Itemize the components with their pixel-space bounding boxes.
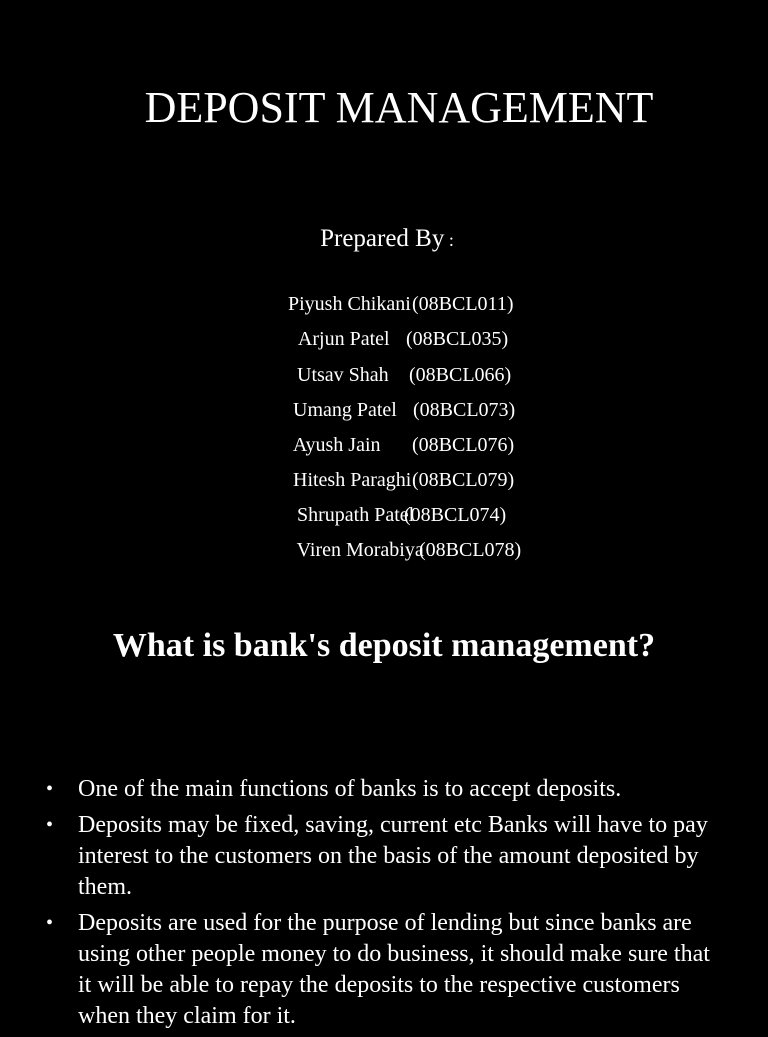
bullet-text: Deposits may be fixed, saving, current etc Banks will have to pay interest to the customers on the basis of the amount deposited by them.: [78, 812, 708, 900]
member-name: Utsav Shah: [297, 364, 389, 386]
prepared-by-label: [0, 224, 768, 255]
member-id: (08BCL066): [409, 364, 512, 386]
member-id: (08BCL076): [412, 434, 515, 456]
bullet-list: [46, 774, 726, 1037]
slide-heading: What is bank's deposit management?: [112, 627, 656, 664]
bullet-item: [46, 810, 726, 903]
member-name: Arjun Patel: [297, 328, 390, 350]
member-id: (08BCL011): [412, 293, 514, 315]
member-name: Ayush Jain: [292, 434, 381, 456]
content-slide: [0, 590, 768, 1029]
member-id: (08BCL035): [406, 328, 509, 350]
member-name: Viren Morabiya: [296, 539, 424, 561]
member-id: (08BCL074): [404, 504, 507, 526]
member-id: (08BCL079): [412, 469, 515, 491]
presentation-title: DEPOSIT MANAGEMENT: [144, 83, 654, 132]
bullet-dot-icon: •: [46, 912, 54, 934]
member-id: (08BCL078): [419, 539, 522, 561]
member-name: Umang Patel: [293, 399, 397, 421]
bullet-text: One of the main functions of banks is to accept deposits.: [78, 776, 622, 802]
bullet-dot-icon: •: [46, 778, 54, 800]
member-name: Shrupath Patel: [297, 504, 415, 526]
member-id: (08BCL073): [413, 399, 516, 421]
prepared-by-colon: :: [444, 230, 454, 250]
bullet-item: [46, 908, 726, 1032]
member-name: Hitesh Paraghi: [293, 469, 412, 491]
member-row: [258, 262, 514, 315]
prepared-by-text: Prepared By: [320, 225, 445, 252]
bullet-dot-icon: •: [46, 814, 54, 836]
bullet-text: Deposits are used for the purpose of lending but since banks are using other people money to do business, it should make sure that it will be able to repay the deposits to the respective customers when they claim for it.: [78, 910, 710, 1029]
bullet-item: [46, 774, 726, 805]
member-name: Piyush Chikani: [288, 293, 411, 315]
